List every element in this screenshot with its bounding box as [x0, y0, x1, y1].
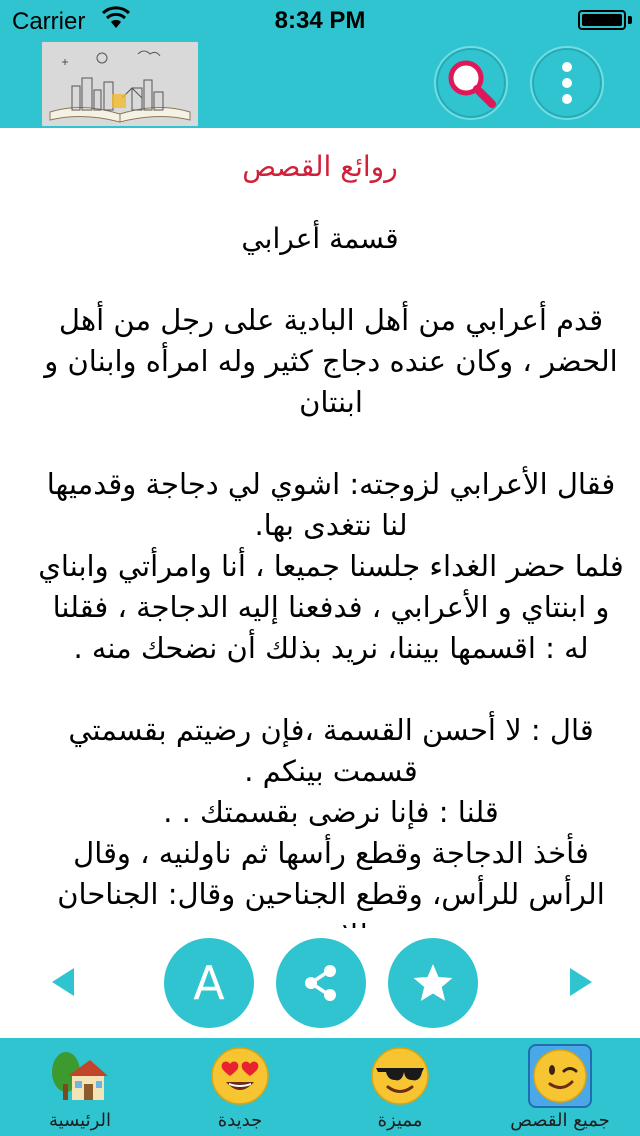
story-content[interactable]	[0, 128, 640, 928]
tab-all-stories[interactable]	[480, 1038, 640, 1136]
share-icon	[299, 961, 343, 1005]
heart-eyes-emoji-icon	[210, 1046, 270, 1106]
story-paragraph: قدم أعرابي من أهل البادية على رجل من أهل الحضر ، وكان عنده دجاج كثير وله امرأه وابنان و ابنتان	[44, 303, 618, 419]
tab-home[interactable]	[0, 1038, 160, 1136]
sunglasses-emoji-icon	[370, 1046, 430, 1106]
search-button[interactable]	[434, 46, 508, 120]
clock: 8:34 PM	[274, 7, 366, 34]
arrow-left-icon[interactable]	[44, 962, 84, 1002]
carrier-label: Carrier	[12, 8, 86, 35]
reader-toolbar	[0, 928, 640, 1036]
vertical-dots-icon	[557, 60, 577, 106]
menu-button[interactable]	[530, 46, 604, 120]
open-book-city-sketch-logo-icon	[42, 42, 198, 126]
story-paragraph: قال : لا أحسن القسمة ،فإن رضيتم بقسمتي قسمت بينكم .	[68, 713, 594, 788]
story-title: قسمة أعرابي	[241, 222, 399, 255]
house-icon	[50, 1046, 110, 1106]
story-paragraph: فلما حضر الغداء جلسنا جميعا ، أنا وامرأتي وابناي و ابنتاي و الأعرابي ، فدفعنا إليه الدجاجة ، فقلنا له : اقسمها بيننا، نريد بذلك أن نضحك منه .	[38, 549, 624, 665]
arrow-right-icon[interactable]	[560, 962, 600, 1002]
tab-label: الرئيسية	[49, 1110, 111, 1131]
story-paragraph: قلنا : فإنا نرضى بقسمتك . .	[163, 795, 499, 829]
tab-label: مميزة	[377, 1110, 423, 1131]
tab-featured[interactable]	[320, 1038, 480, 1136]
font-size-button[interactable]: A	[164, 938, 254, 1028]
app-logo	[42, 42, 198, 126]
story-paragraph: فأخذ الدجاجة وقطع رأسها ثم ناولنيه ، وقال الرأس للرأس، وقطع الجناحين وقال: الجناحان	[57, 836, 605, 911]
story-category: روائع القصص	[242, 150, 398, 183]
share-button[interactable]	[276, 938, 366, 1028]
battery-icon	[578, 10, 626, 30]
tab-label: جميع القصص	[510, 1110, 610, 1131]
top-bar	[0, 0, 640, 128]
story-paragraph: فقال الأعرابي لزوجته: اشوي لي دجاجة وقدميها لنا نتغدى بها.	[46, 467, 616, 542]
battery-tip	[628, 16, 632, 24]
wink-emoji-icon	[530, 1046, 590, 1106]
story-body	[36, 300, 626, 956]
tab-bar	[0, 1038, 640, 1136]
status-bar	[0, 0, 640, 40]
favorite-button[interactable]	[388, 938, 478, 1028]
star-icon	[410, 960, 456, 1006]
magnifier-icon	[444, 56, 498, 110]
tab-label: جديدة	[217, 1110, 263, 1131]
tab-new[interactable]	[160, 1038, 320, 1136]
